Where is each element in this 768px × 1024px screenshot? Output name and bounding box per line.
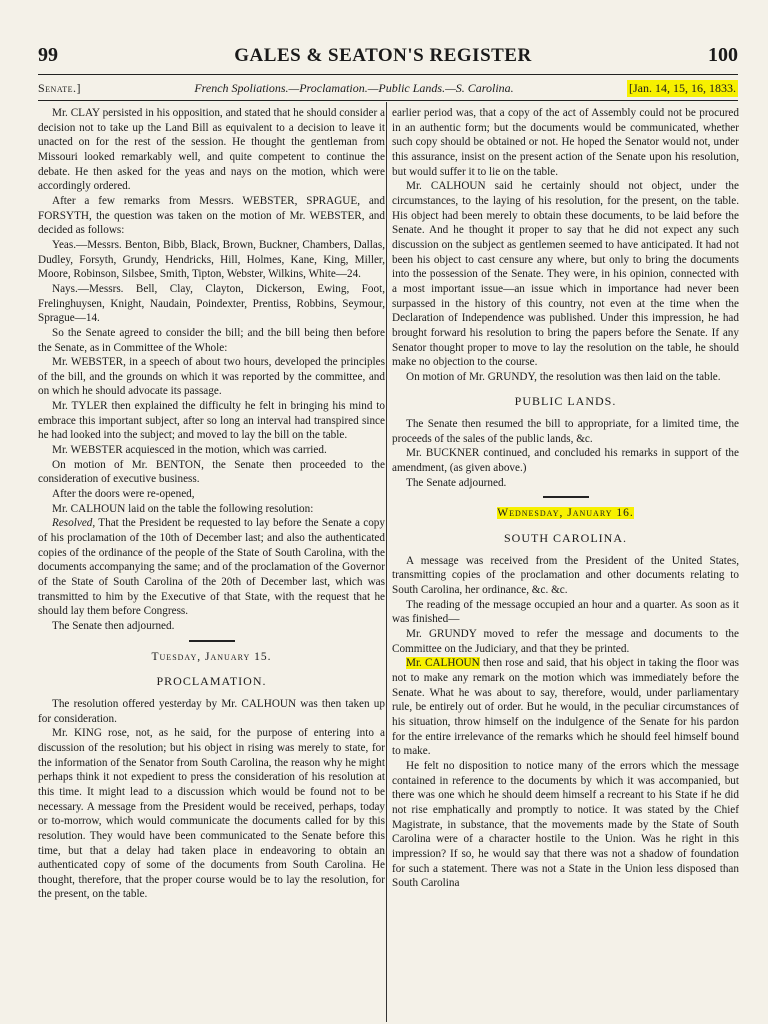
paragraph: Mr. CALHOUN said he certainly should not object, under the circumstances, to the laying of his resolution, for the present, on the table. His object had been merely to obtain these documents, to be laid before the Senate. And he thought it proper to say that he did not expect any such discussion on the subject as gentlemen seemed to have anticipated. It had not been his object to cast censure any where, but only to bring the documents into the possession of the Senate. They were, in his opinion, connected with a most important issue—an issue which in importance had never been surpassed in the history of this country, not even at the time when the Declaration of Independence was published. Under this impression, he had brought forward his resolution to bring the papers before the Senate. If any Senator thought proper to move to lay the resolution on the table, he should make no objection to the course. <box>392 180 739 369</box>
resolved-lead: Resolved, <box>52 517 96 530</box>
calhoun-text: then rose and said, that his object in taking the floor was not to make any remark on the motion which was immediately before the Senate. What he was about to say, therefore, would, under parliamentary rule, be entirely out of order. But he would, in the peculiar circumstances of his situation, throw himself on the indulgence of the Senate for his pardon for the entire irrelevance of the remarks which he should feel himself bound to make. <box>392 657 739 758</box>
calhoun-highlight: Mr. CALHOUN <box>406 657 480 670</box>
paragraph: The reading of the message occupied an hour and a quarter. As soon as it was finished— <box>392 598 739 626</box>
section-divider <box>543 496 589 498</box>
paragraph: Mr. KING rose, not, as he said, for the purpose of entering into a discussion of the resolution; but his object in rising was merely to state, for the information of the Senator from South Carolina, the reason why he might perhaps think it not expedient to press the consideration of his resolution at this time. It might lead to a discussion which would be found not to be necessary. A message from the President would be received, perhaps, today or to-morrow, which would communicate the documents called for by this resolution. They would have been communicated to the Senate before this time, but that a delay had taken place in endeavoring to obtain an authenticated copy of some of the documents from South Carolina. He thought, therefore, that the proper course would be to lay the resolution, for the present, on the table. <box>38 727 385 901</box>
register-title: GALES & SEATON'S REGISTER <box>234 45 532 66</box>
paragraph: On motion of Mr. GRUNDY, the resolution was then laid on the table. <box>406 370 721 383</box>
dates-highlight: [Jan. 14, 15, 16, 1833. <box>629 80 736 95</box>
resolution-paragraph <box>38 516 385 619</box>
calhoun-paragraph <box>392 656 739 759</box>
section-divider <box>189 640 235 642</box>
day-heading-tuesday: Tuesday, January 15. <box>151 650 272 663</box>
paragraph: So the Senate agreed to consider the bill; and the bill being then before the Senate, as in Committee of the Whole: <box>38 326 385 354</box>
paragraph: Mr. CLAY persisted in his opposition, and stated that he should consider a decision not to take up the Land Bill as equivalent to a decision to leave it unacted on for the rest of the session. He thought the gentleman from Missouri looked remarkably well, and quite competent to continue the debate. He then asked for the yeas and nays on the motion, which were accordingly ordered. <box>38 107 385 193</box>
paragraph: Mr. GRUNDY moved to refer the message and documents to the Committee on the Judiciary, and that they be printed. <box>392 628 739 655</box>
paragraph: Mr. WEBSTER, in a speech of about two hours, developed the principles of the bill, and the grounds on which it was reported by the committee, and on which he should advocate its passage. <box>38 356 385 398</box>
paragraph: Mr. BUCKNER continued, and concluded his remarks in support of the amendment, (as given above.) <box>392 447 739 475</box>
paragraph: The Senate then adjourned. <box>52 619 175 632</box>
section-label: Senate.] <box>38 80 81 95</box>
section-heading-south-carolina: SOUTH CAROLINA. <box>504 531 627 546</box>
paragraph: earlier period was, that a copy of the act of Assembly could not be procured in an authentic form; but the documents would be communicated, whether such copy should be obtained or not. He hoped the Senator would not, under this assurance, insist on the present action of the Senate upon his resolution, but would suffer it to lie on the table. <box>392 107 739 178</box>
subheader-rule <box>38 100 738 101</box>
page-number-left: 99 <box>38 44 58 66</box>
right-column <box>392 106 739 1021</box>
page-number-right: 100 <box>707 44 738 66</box>
paragraph: Mr. TYLER then explained the difficulty he felt in bringing his mind to embrace this important subject, after so long an interval had transpired since he had looked into the subject; and moved to lay the bill on the table. <box>38 400 385 442</box>
day-heading-wednesday <box>392 506 739 521</box>
paragraph: Mr. WEBSTER acquiesced in the motion, which was carried. <box>52 444 327 457</box>
paragraph: He felt no disposition to notice many of the errors which the message contained in reference to the documents by which it was accompanied, but there was one which he should deem himself a recreant to his State if he did not rise emphatically and promptly to notice. It was stated by the Chief Magistrate, in substance, that the movements made by the State of South Carolina were of a character hostile to the Union. Was he right in this impression? If so, he would say that there was not a shadow of foundation for such a statement. There was not a State in the Union less disposed than South Carolina <box>392 759 739 890</box>
resolution-text: That the President be requested to lay before the Senate a copy of his proclamation of the 10th of December last; and also the authenticated copies of the ordinance of the people of the State of South Carolina, with the documents accompanying the same; and of the proclamation of the Governor of the State of South Carolina of the 20th of December last, which was transmitted to him by the Executive of that State, with the request that he should lay them before Congress. <box>38 517 385 618</box>
paragraph: The resolution offered yesterday by Mr. CALHOUN was then taken up for consideration. <box>38 697 385 725</box>
page-header <box>38 44 738 74</box>
section-heading-proclamation: PROCLAMATION. <box>156 674 267 689</box>
running-head <box>38 78 738 98</box>
column-divider <box>386 102 387 1022</box>
paragraph: The Senate adjourned. <box>406 476 507 489</box>
paragraph: The Senate then resumed the bill to appropriate, for a limited time, the proceeds of the sales of the public lands, &c. <box>392 418 739 445</box>
day-highlight: Wednesday, January 16. <box>497 507 634 520</box>
paragraph: After a few remarks from Messrs. WEBSTER, SPRAGUE, and FORSYTH, the question was taken on the motion of Mr. WEBSTER, and decided as follows: <box>38 194 385 237</box>
paragraph: After the doors were re-opened, <box>52 488 195 501</box>
paragraph: A message was received from the President of the United States, transmitting copies of the proclamation and other documents relating to South Carolina, her ordinance, &c. &c. <box>392 554 739 597</box>
paragraph: Mr. CALHOUN laid on the table the following resolution: <box>52 502 314 515</box>
section-heading-public-lands: PUBLIC LANDS. <box>514 394 617 409</box>
yeas-paragraph: Yeas.—Messrs. Benton, Bibb, Black, Brown, Buckner, Chambers, Dallas, Dudley, Forsyth, Grundy, Hendricks, Hill, Holmes, Kane, King, Miller, Moore, Robinson, Silsbee, Smith, Tipton, Webster, Wilkins, White—24. <box>38 238 385 281</box>
paragraph: On motion of Mr. BENTON, the Senate then proceeded to the consideration of executive business. <box>38 458 385 486</box>
left-column <box>38 106 385 1021</box>
header-rule <box>38 74 738 75</box>
topics-line: French Spoliations.—Proclamation.—Public Lands.—S. Carolina. <box>194 80 514 95</box>
nays-paragraph: Nays.—Messrs. Bell, Clay, Clayton, Dickerson, Ewing, Foot, Frelinghuysen, Knight, Naudain, Poindexter, Prentiss, Robbins, Seymour, Sprague—14. <box>38 282 385 325</box>
